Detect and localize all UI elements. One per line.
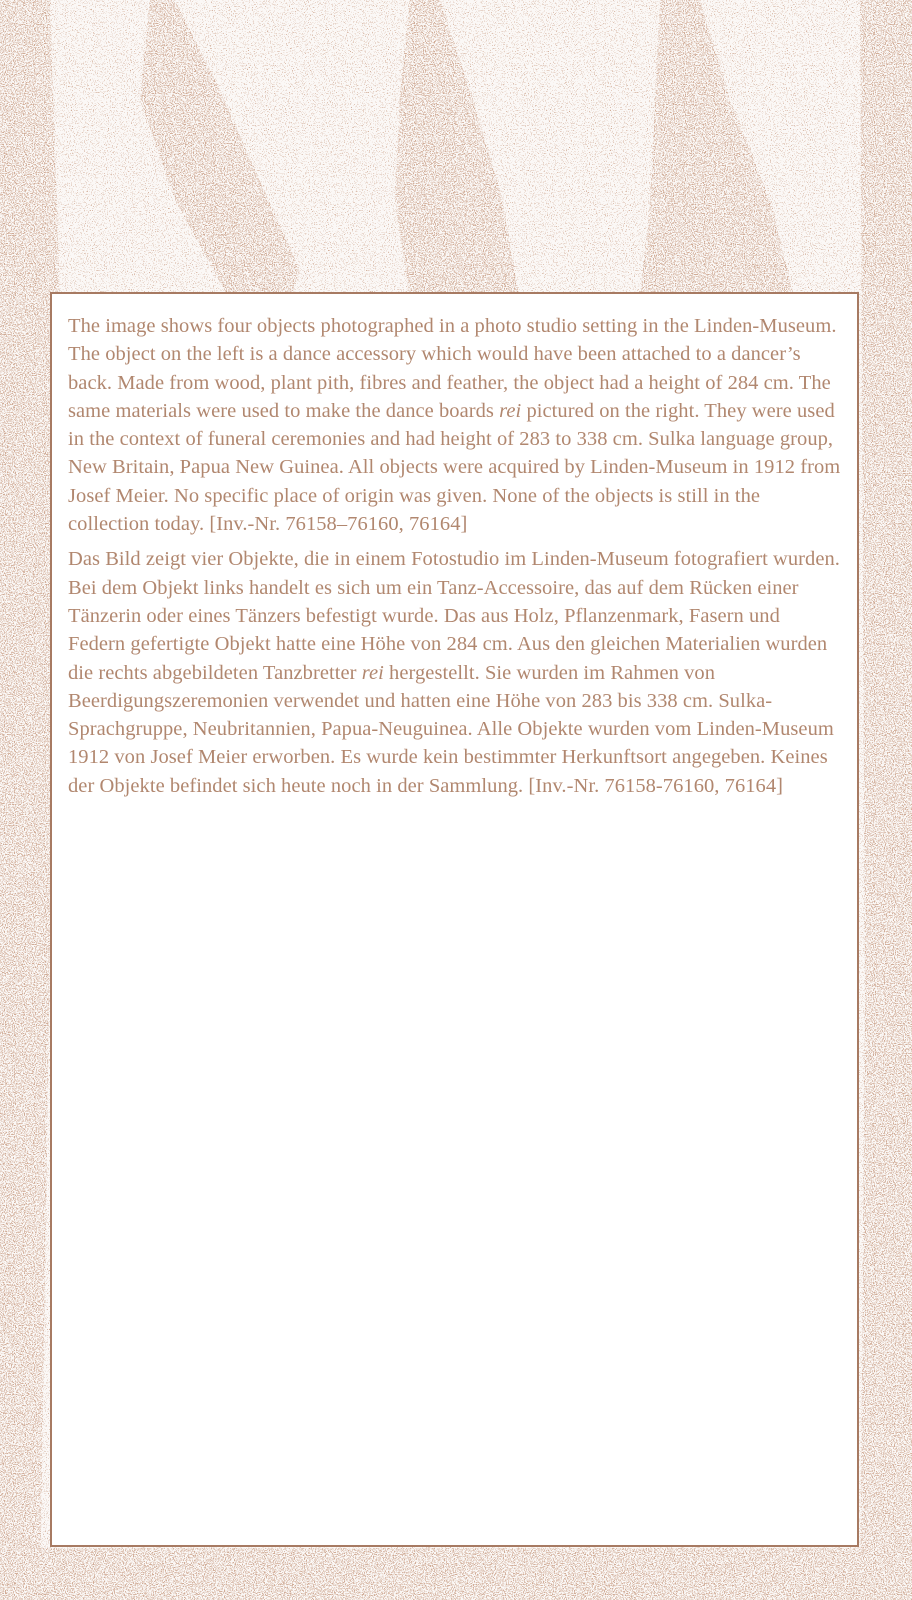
caption-german [68,545,841,800]
caption-german-part-1: Das Bild zeigt vier Objekte, die in einem Fotostudio im Linden-Museum fotografiert wurden. Bei dem Objekt links handelt es sich um ein Tanz-Accessoire, das auf dem Rücken einer Tänzerin oder eines Tänzers befestigt wurde. Das aus Holz, Pflanzenmark, Fasern und Federn gefertigte Objekt hatte eine Höhe von 284 cm. Aus den gleichen Materialien wurden die rechts abgebildeten Tanzbretter [68,548,840,684]
caption-english-term: rei [499,399,522,422]
caption-german-term: rei [361,661,384,684]
bottom-strip-shape [0,1548,912,1600]
right-edge-shape [860,0,912,1600]
caption-german-part-2: hergestellt. Sie wurden im Rahmen von Beerdigungszeremonien verwendet und hatten eine Höhe von 283 bis 338 cm. Sulka-Sprachgruppe, Neubritannien, Papua-Neuguinea. Alle Objekte wurden vom Linden-Museum 1912 von Josef Meier erworben. Es wurde kein bestimmter Herkunftsort angegeben. Keines der Objekte befindet sich heute noch in der Sammlung. [Inv.-Nr. 76158-76160, 76164] [68,661,834,797]
caption-english-part-2: pictured on the right. They were used in the context of funeral ceremonies and had height of 283 to 338 cm. Sulka language group, New Britain, Papua New Guinea. All objects were acquired by Linden-Museum in 1912 from Josef Meier. No specific place of origin was given. None of the objects is still in the collection today. [Inv.-Nr. 76158–76160, 76164] [68,399,841,536]
caption-box [50,292,859,1547]
caption-english-part-1: The image shows four objects photographed in a photo studio setting in the Linden-Museum. The object on the left is a dance accessory which would have been attached to a dancer’s back. Made from wood, plant pith, fibres and feather, the object had a height of 284 cm. The same materials were used to make the dance boards [68,315,837,422]
caption-english [68,312,841,538]
